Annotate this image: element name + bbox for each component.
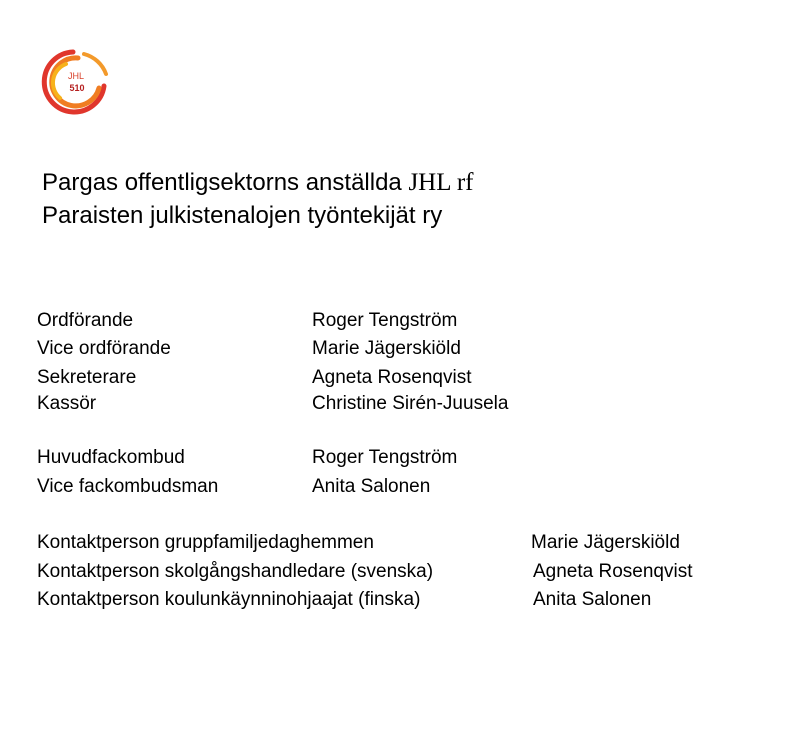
board-name: Marie Jägerskiöld <box>312 338 461 359</box>
title-line-1 <box>42 166 473 199</box>
organization-title <box>42 166 473 232</box>
title-suffix: JHL rf <box>408 169 474 196</box>
logo-text-number: 510 <box>69 83 85 93</box>
contact-role: Kontaktperson skolgångshandledare (svenska) <box>37 561 434 582</box>
union-rep-role: Huvudfackombud <box>37 447 185 468</box>
board-name: Christine Sirén-Juusela <box>312 393 509 414</box>
board-name: Roger Tengström <box>312 310 458 331</box>
logo-text-jhl: JHL <box>67 71 85 81</box>
board-role: Kassör <box>37 393 97 414</box>
contact-name: Anita Salonen <box>533 589 652 610</box>
contact-name: Agneta Rosenqvist <box>533 561 693 582</box>
contact-role: Kontaktperson koulunkäynninohjaajat (finska) <box>37 589 421 610</box>
title-swedish: Pargas offentligsektorns anställda <box>42 169 402 196</box>
contact-name: Marie Jägerskiöld <box>531 532 680 553</box>
union-rep-name: Roger Tengström <box>312 447 458 468</box>
union-rep-role: Vice fackombudsman <box>37 476 219 497</box>
title-finnish: Paraisten julkistenalojen työntekijät ry <box>42 202 443 229</box>
board-role: Ordförande <box>37 310 134 331</box>
jhl-swirl-icon <box>36 46 110 118</box>
board-role: Vice ordförande <box>37 338 171 359</box>
board-role: Sekreterare <box>37 367 137 388</box>
contact-role: Kontaktperson gruppfamiljedaghemmen <box>37 532 374 553</box>
jhl-logo <box>36 46 110 118</box>
board-name: Agneta Rosenqvist <box>312 367 472 388</box>
union-rep-name: Anita Salonen <box>312 476 431 497</box>
